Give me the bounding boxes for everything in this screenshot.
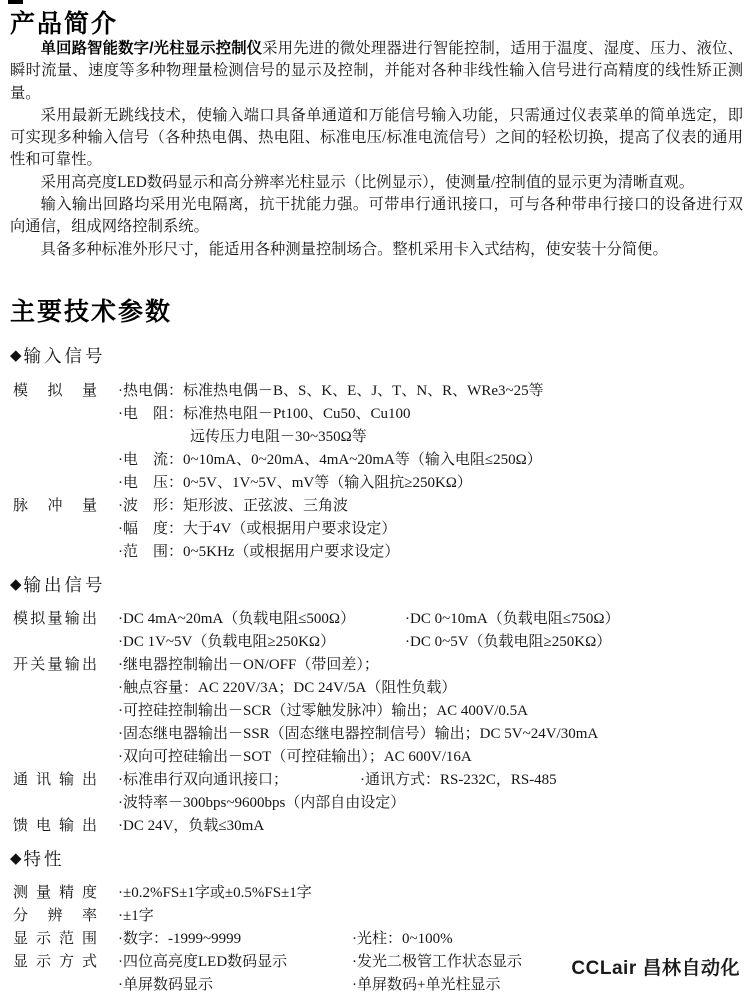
spec-line-analog-out-1 — [118, 608, 742, 631]
spec-label-analog-output: 模拟量输出 — [13, 610, 97, 627]
subsection-title-output-signals — [10, 573, 742, 597]
spec-range-digital: ·数字：-1999~9999 — [118, 930, 242, 947]
spec-line-ssr: ·固态继电器输出－SSR（固态继电器控制信号）输出；DC 5V~24V/30mA — [118, 725, 599, 742]
spec-analog-out-2-left: ·DC 1V~5V（负载电阻≥250KΩ） — [118, 633, 336, 650]
spec-line-resistance: ·电 阻：标准热电阻－Pt100、Cu50、Cu100 — [118, 405, 411, 422]
spec-lines-accuracy — [118, 882, 742, 905]
brand-logo: CCLair 昌林自动化 — [571, 958, 740, 979]
spec-mode-status-led: ·发光二极管工作状态显示 — [352, 953, 522, 970]
spec-mode-single-screen: ·单屏数码显示 — [118, 976, 213, 993]
spec-label-display-mode: 显示方式 — [13, 953, 97, 970]
spec-line-thermocouple: ·热电偶：标准热电偶－B、S、K、E、J、T、N、R、WRe3~25等 — [118, 382, 544, 399]
spec-row-display-range — [10, 928, 742, 951]
output-signal-spec-table — [10, 608, 742, 838]
intro-paragraph-5: 具备多种标准外形尺寸，能适用各种测量控制场合。整机采用卡入式结构，使安装十分简便。 — [40, 240, 668, 258]
spec-line-relay: ·继电器控制输出－ON/OFF（带回差）； — [118, 656, 379, 673]
spec-label-feed-output: 馈电输出 — [13, 817, 97, 834]
spec-line-feed: ·DC 24V，负载≤30mA — [118, 817, 265, 834]
spec-line-sot: ·双向可控硅输出－SOT（可控硅输出）；AC 600V/16A — [118, 748, 472, 765]
spec-row-accuracy — [10, 882, 742, 905]
spec-analog-out-1-left: ·DC 4mA~20mA（负载电阻≤500Ω） — [118, 610, 356, 627]
subsection-title-features-label: 特性 — [23, 848, 65, 869]
spec-line-comm-1 — [118, 769, 742, 792]
intro-paragraph-2: 采用最新无跳线技术，使输入端口具备单通道和万能信号输入功能，只需通过仪表菜单的简单选定，即可实现多种输入信号（各种热电偶、热电阻、标准电压/标准电流信号）之间的轻松切换，提高了仪表的通用性和可靠性。 — [10, 106, 743, 169]
spec-row-pulse-input — [10, 495, 742, 564]
diamond-icon: ◆ — [10, 850, 22, 867]
spec-lines-pulse — [118, 495, 742, 564]
spec-row-analog-output — [10, 608, 742, 654]
spec-lines-comm-output — [118, 769, 742, 815]
spec-comm-interface: ·标准串行双向通讯接口； — [118, 771, 288, 788]
spec-row-resolution — [10, 905, 742, 928]
spec-label-accuracy: 测量精度 — [13, 884, 97, 901]
spec-line-contact-capacity: ·触点容量：AC 220V/3A；DC 24V/5A（阻性负载） — [118, 679, 457, 696]
spec-mode-led: ·四位高亮度LED数码显示 — [118, 953, 288, 970]
spec-label-comm-output: 通讯输出 — [13, 771, 97, 788]
spec-line-remote-pressure: 远传压力电阻－30~350Ω等 — [190, 428, 367, 445]
spec-label-resolution: 分辨率 — [13, 907, 97, 924]
spec-range-bargraph: ·光柱：0~100% — [352, 930, 453, 947]
spec-line-voltage: ·电 压：0~5V、1V~5V、mV等（输入阻抗≥250KΩ） — [118, 474, 472, 491]
spec-comm-mode: ·通讯方式：RS-232C，RS-485 — [360, 771, 557, 788]
subsection-title-input-label: 输入信号 — [23, 345, 106, 366]
spec-line-accuracy: ·±0.2%FS±1字或±0.5%FS±1字 — [118, 884, 312, 901]
product-name-bold: 单回路智能数字/光柱显示控制仪 — [40, 40, 263, 57]
spec-line-amplitude: ·幅 度：大于4V（或根据用户要求设定） — [118, 520, 397, 537]
subsection-title-features — [10, 847, 742, 871]
spec-row-analog-input — [10, 380, 742, 495]
intro-paragraph-1-text: 采用先进的微处理器进行智能控制，适用于温度、湿度、压力、液位、瞬时流量、速度等多种物理量检测信号的显示及控制，并能对各种非线性输入信号进行高精度的线性矫正测量。 — [10, 40, 743, 102]
spec-lines-switch-output — [118, 654, 742, 769]
spec-mode-digital-bargraph: ·单屏数码+单光柱显示 — [352, 976, 501, 993]
subsection-title-input-signals — [10, 344, 742, 368]
input-signal-spec-table — [10, 380, 742, 564]
spec-line-analog-out-2 — [118, 631, 742, 654]
spec-line-current: ·电 流：0~10mA、0~20mA、4mA~20mA等（输入电阻≤250Ω） — [118, 451, 542, 468]
page-title: 产品简介 — [10, 10, 119, 38]
spec-lines-display-range — [118, 928, 742, 951]
spec-label-switch-output: 开关量输出 — [13, 656, 97, 673]
spec-label-display-range: 显示范围 — [13, 930, 97, 947]
page-corner-artifact — [8, 0, 23, 4]
spec-line-display-range — [118, 928, 742, 951]
subsection-title-output-label: 输出信号 — [23, 574, 106, 595]
spec-line-scr: ·可控硅控制输出－SCR（过零触发脉冲）输出；AC 400V/0.5A — [118, 702, 529, 719]
spec-lines-analog — [118, 380, 742, 495]
spec-row-comm-output — [10, 769, 742, 815]
spec-row-switch-output — [10, 654, 742, 769]
spec-line-resolution: ·±1字 — [118, 907, 154, 924]
spec-label-analog: 模拟量 — [13, 382, 97, 399]
spec-line-waveform: ·波 形：矩形波、正弦波、三角波 — [118, 497, 348, 514]
diamond-icon: ◆ — [10, 576, 22, 593]
spec-label-pulse: 脉冲量 — [13, 497, 97, 514]
spec-lines-resolution — [118, 905, 742, 928]
spec-row-feed-output — [10, 815, 742, 838]
spec-analog-out-2-right: ·DC 0~5V（负载电阻≥250KΩ） — [405, 633, 612, 650]
section-title-tech-params: 主要技术参数 — [10, 297, 173, 326]
spec-line-baudrate: ·波特率－300bps~9600bps（内部自由设定） — [118, 794, 406, 811]
spec-lines-analog-output — [118, 608, 742, 654]
spec-lines-feed-output — [118, 815, 742, 838]
spec-analog-out-1-right: ·DC 0~10mA（负载电阻≤750Ω） — [405, 610, 620, 627]
intro-paragraph-4: 输入输出回路均采用光电隔离，抗干扰能力强。可带串行通讯接口，可与各种带串行接口的设备进行双向通信，组成网络控制系统。 — [10, 196, 743, 236]
intro-paragraph-1 — [10, 38, 743, 105]
intro-paragraph-3: 采用高亮度LED数码显示和高分辨率光柱显示（比例显示），使测量/控制值的显示更为清晰直观。 — [40, 173, 695, 191]
spec-line-range: ·范 围：0~5KHz（或根据用户要求设定） — [118, 543, 400, 560]
diamond-icon: ◆ — [10, 347, 22, 364]
